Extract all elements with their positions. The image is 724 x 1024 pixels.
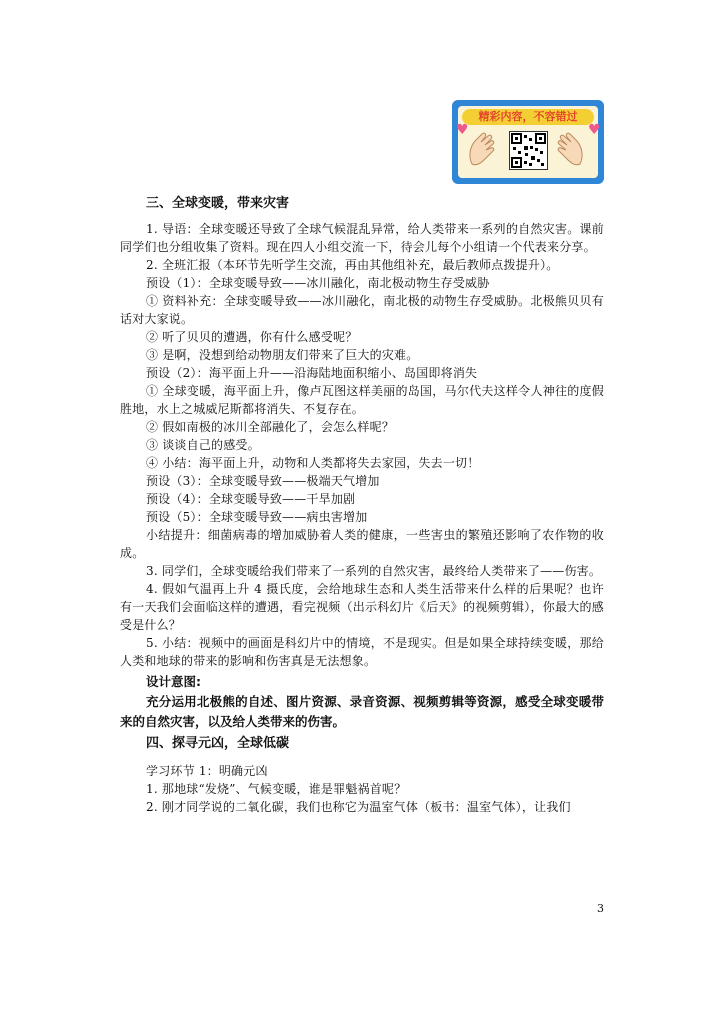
clapping-hands-icon <box>552 130 586 170</box>
heart-icon: ♥ <box>456 122 469 138</box>
paragraph: 3. 同学们，全球变暖给我们带来了一系列的自然灾害，最终给人类带来了——伤害。 <box>146 564 602 578</box>
paragraph: 1. 那地球“发烧”、气候变暖，谁是罪魁祸首呢？ <box>146 782 407 796</box>
paragraph: 2. 全班汇报（本环节先听学生交流，再由其他组补充，最后教师点拨提升）。 <box>146 258 559 272</box>
page-number: 3 <box>597 902 604 915</box>
paragraph: ② 听了贝贝的遭遇，你有什么感受呢？ <box>146 330 358 344</box>
paragraph: ① 全球变暖，海平面上升，像卢瓦图这样美丽的岛国，马尔代夫这样令人神往的度假胜地，水上之城威尼斯都将消失、不复存在。 <box>120 384 604 416</box>
paragraph: 预设（1）：全球变暖导致——冰川融化，南北极动物生存受威胁 <box>146 276 490 290</box>
qr-code[interactable] <box>509 131 548 170</box>
paragraph: ② 假如南极的冰川全部融化了，会怎么样呢？ <box>146 420 395 434</box>
section-heading: 四、探寻元凶，全球低碳 <box>146 736 290 751</box>
section-heading: 三、全球变暖，带来灾害 <box>146 196 290 211</box>
paragraph: ④ 小结：海平面上升，动物和人类都将失去家园，失去一切！ <box>146 456 480 470</box>
document-body <box>120 192 604 816</box>
promo-banner-text: 精彩内容，不容错过 <box>462 109 594 125</box>
paragraph: 2. 刚才同学说的二氧化碳，我们也称它为温室气体（板书：温室气体），让我们 <box>146 800 571 814</box>
paragraph: 小结提升：细菌病毒的增加威胁着人类的健康，一些害虫的繁殖还影响了农作物的收成。 <box>120 528 604 560</box>
paragraph: 预设（4）：全球变暖导致——干旱加剧 <box>146 492 356 506</box>
paragraph: 4. 假如气温再上升 4 摄氏度，会给地球生态和人类生活带来什么样的后果呢？也许有一天我们会面临这样的遭遇，看完视频（出示科幻片《后天》的视频剪辑），你最大的感受是什么？ <box>120 582 604 632</box>
paragraph: 5. 小结：视频中的画面是科幻片中的情境，不是现实。但是如果全球持续变暖，那给人类和地球的带来的影响和伤害真是无法想象。 <box>120 636 604 668</box>
design-intent-label: 设计意图: <box>146 674 201 689</box>
heart-icon: ♥ <box>588 122 601 138</box>
paragraph: 预设（3）：全球变暖导致——极端天气增加 <box>146 474 380 488</box>
paragraph: 1. 导语：全球变暖还导致了全球气候混乱异常，给人类带来一系列的自然灾害。课前同学们也分组收集了资料。现在四人小组交流一下，待会儿每个小组请一个代表来分享。 <box>120 222 604 254</box>
paragraph: 预设（5）：全球变暖导致——病虫害增加 <box>146 510 368 524</box>
paragraph: ① 资料补充：全球变暖导致——冰川融化，南北极的动物生存受威胁。北极熊贝贝有话对大家说。 <box>120 294 604 326</box>
paragraph: ③ 是啊，没想到给动物朋友们带来了巨大的灾难。 <box>146 348 419 362</box>
clapping-hands-icon <box>466 130 500 170</box>
paragraph: 预设（2）：海平面上升——沿海陆地面积缩小、岛国即将消失 <box>146 366 478 380</box>
promo-banner[interactable] <box>452 100 604 184</box>
design-intent-text: 充分运用北极熊的自述、图片资源、录音资源、视频剪辑等资源，感受全球变暖带来的自然灾害，以及给人类带来的伤害。 <box>120 694 604 729</box>
paragraph: 学习环节 1：明确元凶 <box>146 764 268 778</box>
paragraph: ③ 谈谈自己的感受。 <box>146 438 260 452</box>
